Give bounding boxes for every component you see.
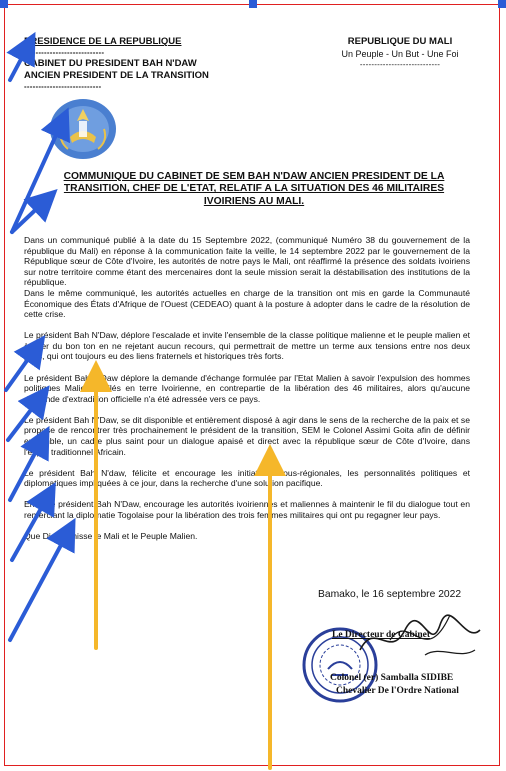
header-left-dashes: ---------------------------- <box>24 48 105 57</box>
header-presidence: PRESIDENCE DE LA REPUBLIQUE <box>24 36 182 47</box>
resize-handle-top-center[interactable] <box>249 0 257 8</box>
paragraph-3: Le président Bah N'Daw, déplore l'escalade et invite l'ensemble de la classe politique malienne et le peuple malien et à user du bon ton en ne rejetant aucun recours, qui permettrait de mettre un terme aux tensions entre nos deux pays, qui ont toujours eu des liens fraternels et historiques très forts. <box>24 330 470 362</box>
paragraph-6: Le président Bah N'daw, félicite et encourage les initiatives sous-régionales, les personnalités politiques et diplomatiques impliquées à ce jour, dans la recherche d'une solution pacifique. <box>24 467 470 489</box>
header-left <box>24 36 209 92</box>
header-motto: Un Peuple - Un But - Une Foi <box>341 49 459 59</box>
dateline: Bamako, le 16 septembre 2022 <box>318 589 462 600</box>
paragraph-8: Que Dieu bénisse le Mali et le Peuple Malien. <box>24 531 198 542</box>
paragraph-4: Le président Bah N'Daw déplore la demande d'échange formulée par l'Etat Malien à savoir l'expulsion des hommes politiques Maliens exilés en terre Ivoirienne, en contrepartie de la libération des 46 militaires, alors qu'aucune demande d'extradition officielle n'a été adressée vers ce pays. <box>24 372 470 404</box>
signature-honor: Chevalier De l'Ordre National <box>336 686 459 696</box>
mali-coat-of-arms-seal <box>48 97 118 161</box>
header-right <box>320 36 480 70</box>
header-republique: REPUBLIQUE DU MALI <box>347 36 453 47</box>
communique-title: COMMUNIQUE DU CABINET DE SEM BAH N'DAW ANCIEN PRESIDENT DE LA TRANSITION, CHEF DE L'ETAT, RELATIF A LA SITUATION DES 46 MILITAIRES IVOIRIENS AU MALI. <box>63 171 445 207</box>
paragraph-2: Dans le même communiqué, les autorités actuelles en charge de la transition ont mis en garde la Communauté Économique des États d'Afrique de l'Ouest (CEDEAO) quant à la posture à adopter dans le cadre de la résolution de cette crise. <box>24 287 470 320</box>
paragraph-1: Dans un communiqué publié à la date du 15 Septembre 2022, (communiqué Numéro 38 du gouvernement de la république du Mali) en réponse à la communication faite la veille, le 14 septembre 2022 par le gouvernement de la République sœur de Côte d'Ivoire, les autorités de notre pays le Mali, ont réaffirmé la présence des soldats ivoiriens sur notre territoire comme étant des mercenaires dont la seule mission serait la déstabilisation des institutions de la république. <box>24 235 470 288</box>
communique-body <box>24 235 470 552</box>
header-cabinet: CABINET DU PRESIDENT BAH N'DAW <box>24 58 197 69</box>
signature-name: Colonel (er) Samballa SIDIBE <box>330 673 454 683</box>
resize-handle-top-right[interactable] <box>498 0 506 8</box>
signature-block <box>330 600 500 696</box>
header-left-dashes-2: --------------------------- <box>24 82 102 91</box>
resize-handle-top-left[interactable] <box>0 0 8 8</box>
paragraph-5: Le président Bah N'Daw, se dit disponible et entièrement disposé à agir dans le sens de la recherche de la paix et se propose de rencontrer très prochainement le président de la transition, SEM le Colonel Assimi Goita afin de définir ensemble, un cadre plus saint pour un dialogue apaisé et direct avec la république sœur de Côte d'Ivoire, dans l'esprit traditionnel Africain. <box>24 414 470 457</box>
header-right-dashes: ---------------------------- <box>359 60 441 69</box>
paragraph-7: Enfin, le président Bah N'Daw, encourage les autorités ivoiriennes et maliennes à maintenir le fil du dialogue tout en remerciant la diplomatie Togolaise pour la libération des trois femmes militaires qui ont pu regagner leur pays. <box>24 499 470 520</box>
header-ancien-president: ANCIEN PRESIDENT DE LA TRANSITION <box>24 70 209 81</box>
signature-role: Le Directeur de Cabinet <box>332 630 431 640</box>
